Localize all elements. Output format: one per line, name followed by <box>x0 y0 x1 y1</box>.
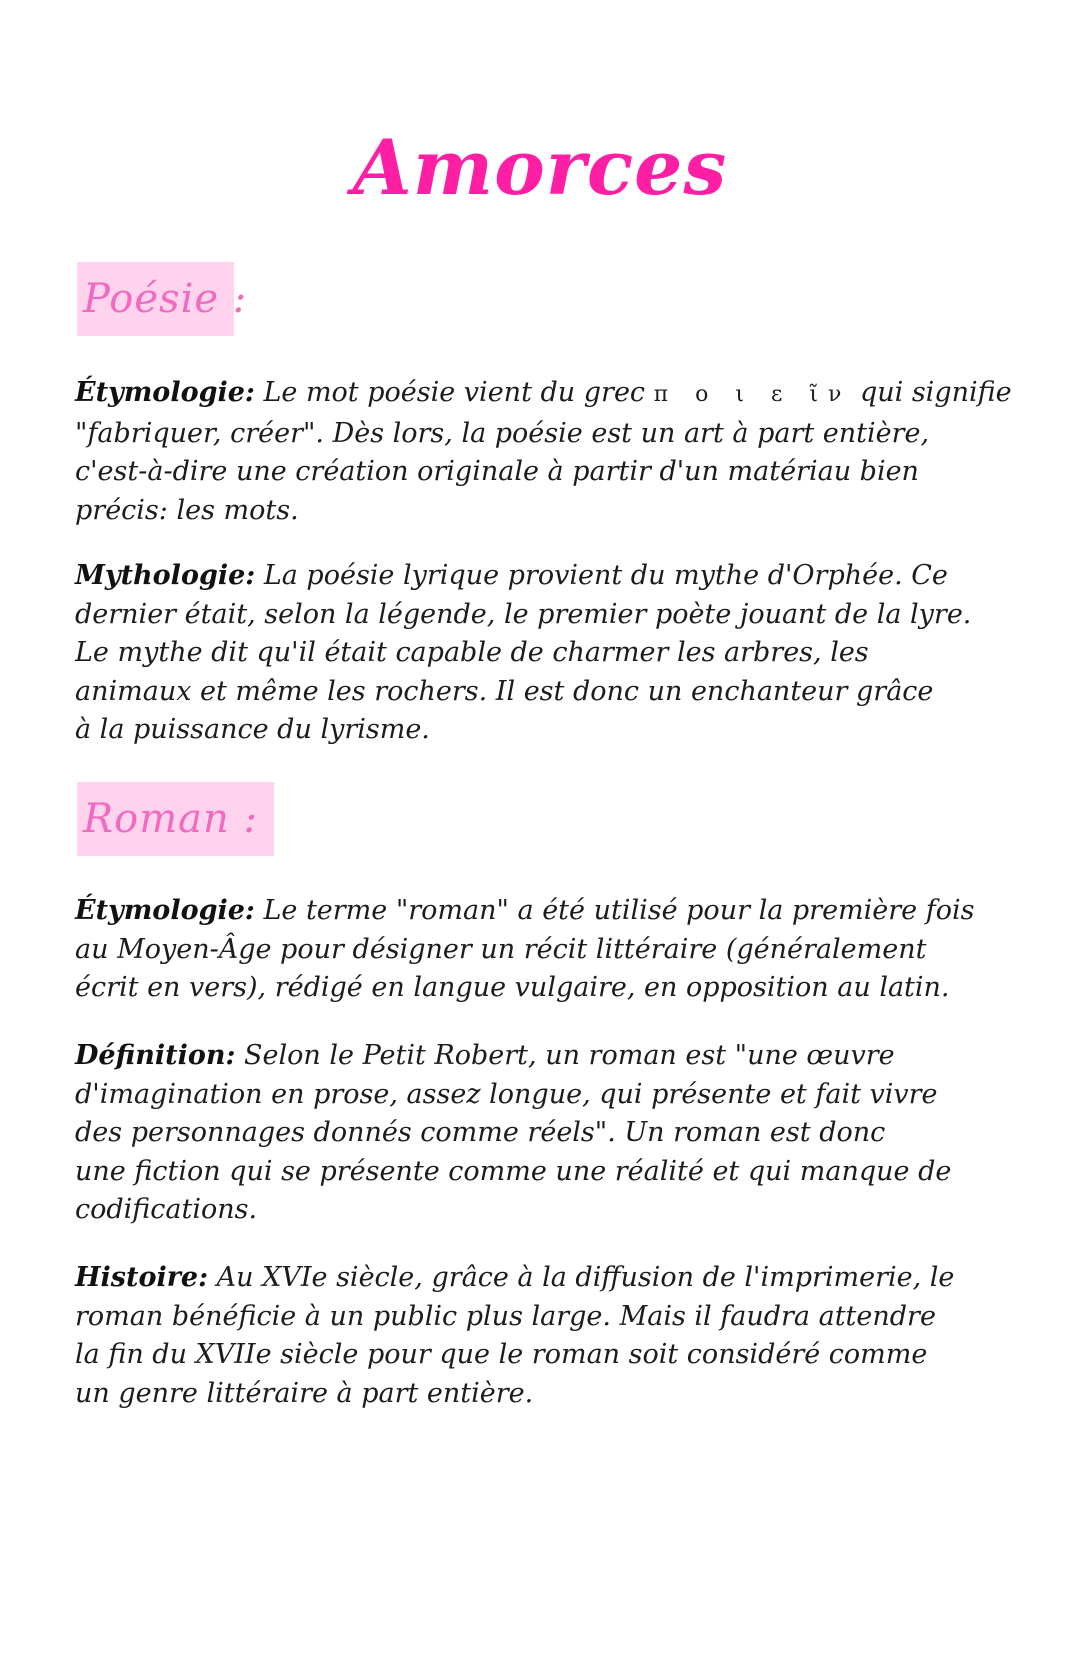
paragraph-line <box>75 557 1005 596</box>
section-heading-poesie-label: Poésie : <box>83 276 248 322</box>
section-heading-roman <box>77 782 274 856</box>
paragraph-text: La poésie lyrique provient du mythe d'Orphée. Ce <box>255 560 948 591</box>
paragraph-line: précis: les mots. <box>75 494 299 526</box>
paragraph-line: d'imagination en prose, assez longue, qui présente et fait vivre <box>75 1078 938 1110</box>
page-title: Amorces <box>352 123 728 212</box>
paragraph-line: au Moyen-Âge pour désigner un récit littéraire (généralement <box>75 933 927 965</box>
paragraph-label: Définition: <box>75 1040 236 1071</box>
paragraph-line <box>75 374 1012 415</box>
paragraph-roman-etymologie <box>75 892 1005 1008</box>
paragraph-line: dernier était, selon la légende, le premier poète jouant de la lyre. <box>75 598 972 630</box>
paragraph-text: Au XVIe siècle, grâce à la diffusion de l'imprimerie, le <box>208 1262 955 1293</box>
paragraph-line: Le mythe dit qu'il était capable de charmer les arbres, les <box>75 637 869 668</box>
paragraph-text: Le terme "roman" a été utilisé pour la première fois <box>254 895 975 926</box>
paragraph-line: la fin du XVIIe siècle pour que le roman soit considéré comme <box>75 1339 928 1370</box>
paragraph-line <box>75 1259 1005 1298</box>
paragraph-text: Le mot poésie vient du grec <box>254 377 654 408</box>
paragraph-label: Étymologie: <box>75 377 255 408</box>
paragraph-line: animaux et même les rochers. Il est donc un enchanteur grâce <box>75 675 934 707</box>
greek-word: π ο ι ε ῖν <box>653 382 852 407</box>
paragraph-text: Selon le Petit Robert, un roman est "une œuvre <box>235 1040 895 1071</box>
paragraph-line <box>75 892 1005 931</box>
paragraph-poesie-etymologie <box>75 374 1012 530</box>
paragraph-line: un genre littéraire à part entière. <box>75 1377 534 1409</box>
paragraph-line: roman bénéficie à un public plus large. Mais il faudra attendre <box>75 1300 936 1332</box>
paragraph-roman-definition <box>75 1037 1005 1230</box>
paragraph-text: qui signifie <box>859 377 1012 408</box>
paragraph-line: écrit en vers), rédigé en langue vulgaire, en opposition au latin. <box>75 972 950 1003</box>
paragraph-line: codifications. <box>75 1194 258 1225</box>
paragraph-line: une fiction qui se présente comme une réalité et qui manque de <box>75 1155 952 1187</box>
paragraph-roman-histoire <box>75 1259 1005 1413</box>
paragraph-line: des personnages donnés comme réels". Un roman est donc <box>75 1117 886 1148</box>
paragraph-line <box>75 1037 1005 1076</box>
paragraph-label: Étymologie: <box>75 895 255 926</box>
paragraph-label: Histoire: <box>75 1262 209 1293</box>
section-heading-roman-label: Roman : <box>83 796 258 842</box>
paragraph-line: "fabriquer, créer". Dès lors, la poésie est un art à part entière, <box>75 417 930 449</box>
paragraph-line: c'est-à-dire une création originale à partir d'un matériau bien <box>75 456 919 487</box>
section-heading-poesie <box>77 262 248 336</box>
paragraph-label: Mythologie: <box>75 560 256 591</box>
paragraph-poesie-mythologie <box>75 557 1005 750</box>
paragraph-line: à la puissance du lyrisme. <box>75 714 430 745</box>
